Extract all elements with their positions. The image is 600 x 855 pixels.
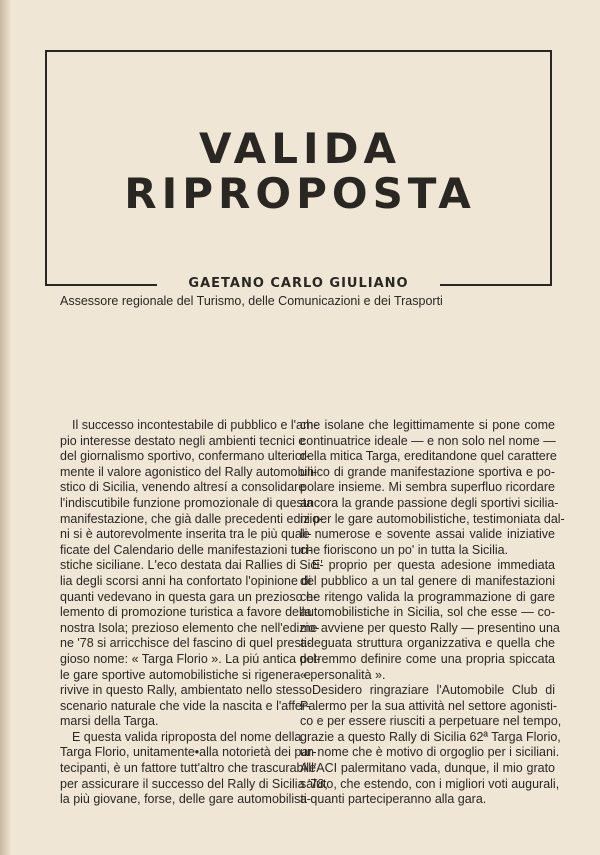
body-text-line: un nome che è motivo di orgoglio per i siciliani. xyxy=(300,745,560,760)
body-text-line: manifestazione, che già dalle precedenti edizio- xyxy=(60,511,324,526)
body-column-left xyxy=(60,418,328,808)
body-text-line: marsi della Targa. xyxy=(60,714,159,729)
body-text-line: le numerose e sovente assai valide iniziative xyxy=(300,527,555,542)
body-text-line: E' proprio per questa adesione immediata xyxy=(312,558,555,573)
body-text-line: che ritengo valida la programmazione di gare xyxy=(300,589,555,604)
body-text-line: saluto, che estendo, con i migliori voti augurali, xyxy=(300,776,560,791)
headline-line-2: RIPROPOSTA xyxy=(124,169,476,218)
body-text-line: rivive in questo Rally, ambientato nello stesso xyxy=(60,683,312,698)
body-text-line: All'ACI palermitano vada, dunque, il mio grato xyxy=(300,761,555,776)
body-text-line: mente il valore agonistico del Rally automobili- xyxy=(60,464,318,479)
author-rule-right xyxy=(440,284,552,286)
body-text-line: lemento di promozione turistica a favore della xyxy=(60,605,312,620)
body-text-line: Palermo per la sua attività nel settore agonisti- xyxy=(300,698,558,713)
author-name: GAETANO CARLO GIULIANO xyxy=(188,276,409,291)
body-text-line: per assicurare il successo del Rally di Sicilia '78, xyxy=(60,776,328,791)
body-text-line: la più giovane, forse, delle gare automobilisti- xyxy=(60,792,311,807)
body-text-line: automobilistiche in Sicilia, sol che esse — co- xyxy=(300,605,555,620)
body-text-line: quanti vedevano in questa gara un prezioso e- xyxy=(60,589,318,604)
body-text-line: Targa Florio, unitamente•alla notorietà dei par- xyxy=(60,745,317,760)
body-text-line: E questa valida riproposta del nome della xyxy=(72,729,302,744)
body-text-line: adeguata struttura organizzativa e quella che xyxy=(300,636,555,651)
body-text-line: grazie a questo Rally di Sicilia 62ª Targa Florio, xyxy=(300,729,561,744)
body-text-line: ne '78 si arricchisce del fascino di quel presti- xyxy=(60,636,312,651)
body-text-line: a quanti parteciperanno alla gara. xyxy=(300,792,487,807)
body-text-line: del giornalismo sportivo, confermano ulterior- xyxy=(60,449,311,464)
body-text-line: tecipanti, è un fattore tutt'altro che trascurabile xyxy=(60,761,316,776)
body-text-line: scenario naturale che vide la nascita e l'affer- xyxy=(60,698,311,713)
body-text-line: l'indiscutibile funzione promozionale di questa xyxy=(60,495,314,510)
body-text-line: stico di Sicilia, venendo altresí a consolidare xyxy=(60,480,306,495)
body-text-line: della mitica Targa, ereditandone quel carattere xyxy=(300,449,557,464)
body-text-line: gioso nome: « Targa Florio ». La piú antica del- xyxy=(60,651,321,666)
body-column-right xyxy=(300,418,565,808)
headline-line-1: VALIDA xyxy=(199,124,401,173)
body-text-line: me avviene per questo Rally — presentino una xyxy=(300,620,560,635)
body-text-line: le gare sportive automobilistiche si rigenera e xyxy=(60,667,311,682)
body-text-line: nostra Isola; prezioso elemento che nell'edizio- xyxy=(60,620,320,635)
body-text-line: unico di grande manifestazione sportiva e po- xyxy=(300,464,555,479)
body-text-line: ancora la grande passione degli sportivi sicilia- xyxy=(300,495,559,510)
body-text-line: che isolane che legittimamente si pone come xyxy=(300,418,555,432)
body-text-line: ficate del Calendario delle manifestazioni turi- xyxy=(60,542,313,557)
body-text-line: potremmo definire come una propria spiccata xyxy=(300,651,555,666)
body-text-line: Desidero ringraziare l'Automobile Club di xyxy=(312,683,555,698)
body-text-line: che fioriscono un po' in tutta la Sicilia. xyxy=(300,542,509,557)
author-rule-left xyxy=(45,284,157,286)
body-text-line: Il successo incontestabile di pubblico e l'am- xyxy=(72,418,318,432)
body-text-line: « personalità ». xyxy=(300,667,386,682)
body-text-line: co e per essere riusciti a perpetuare nel tempo, xyxy=(300,714,562,729)
body-text-line: pio interesse destato negli ambienti tecnici e xyxy=(60,433,306,448)
body-text-line: polare insieme. Mi sembra superfluo ricordare xyxy=(300,480,555,495)
body-text-line: continuatrice ideale — e non solo nel nome — xyxy=(300,433,556,448)
body-text-line: ni si è autorevolmente inserita tra le più quali- xyxy=(60,527,312,542)
body-text-line: stiche siciliane. L'eco destata dai Rallies di Sici- xyxy=(60,558,324,573)
body-text-line: ni per le gare automobilistiche, testimoniata dal- xyxy=(300,511,565,526)
body-text-line: lia degli scorsi anni ha confortato l'opinione di xyxy=(60,573,312,588)
author-role: Assessore regionale del Turismo, delle Comunicazioni e dei Trasporti xyxy=(60,294,443,308)
body-text-line: del pubblico a un tal genere di manifestazioni xyxy=(300,573,555,588)
